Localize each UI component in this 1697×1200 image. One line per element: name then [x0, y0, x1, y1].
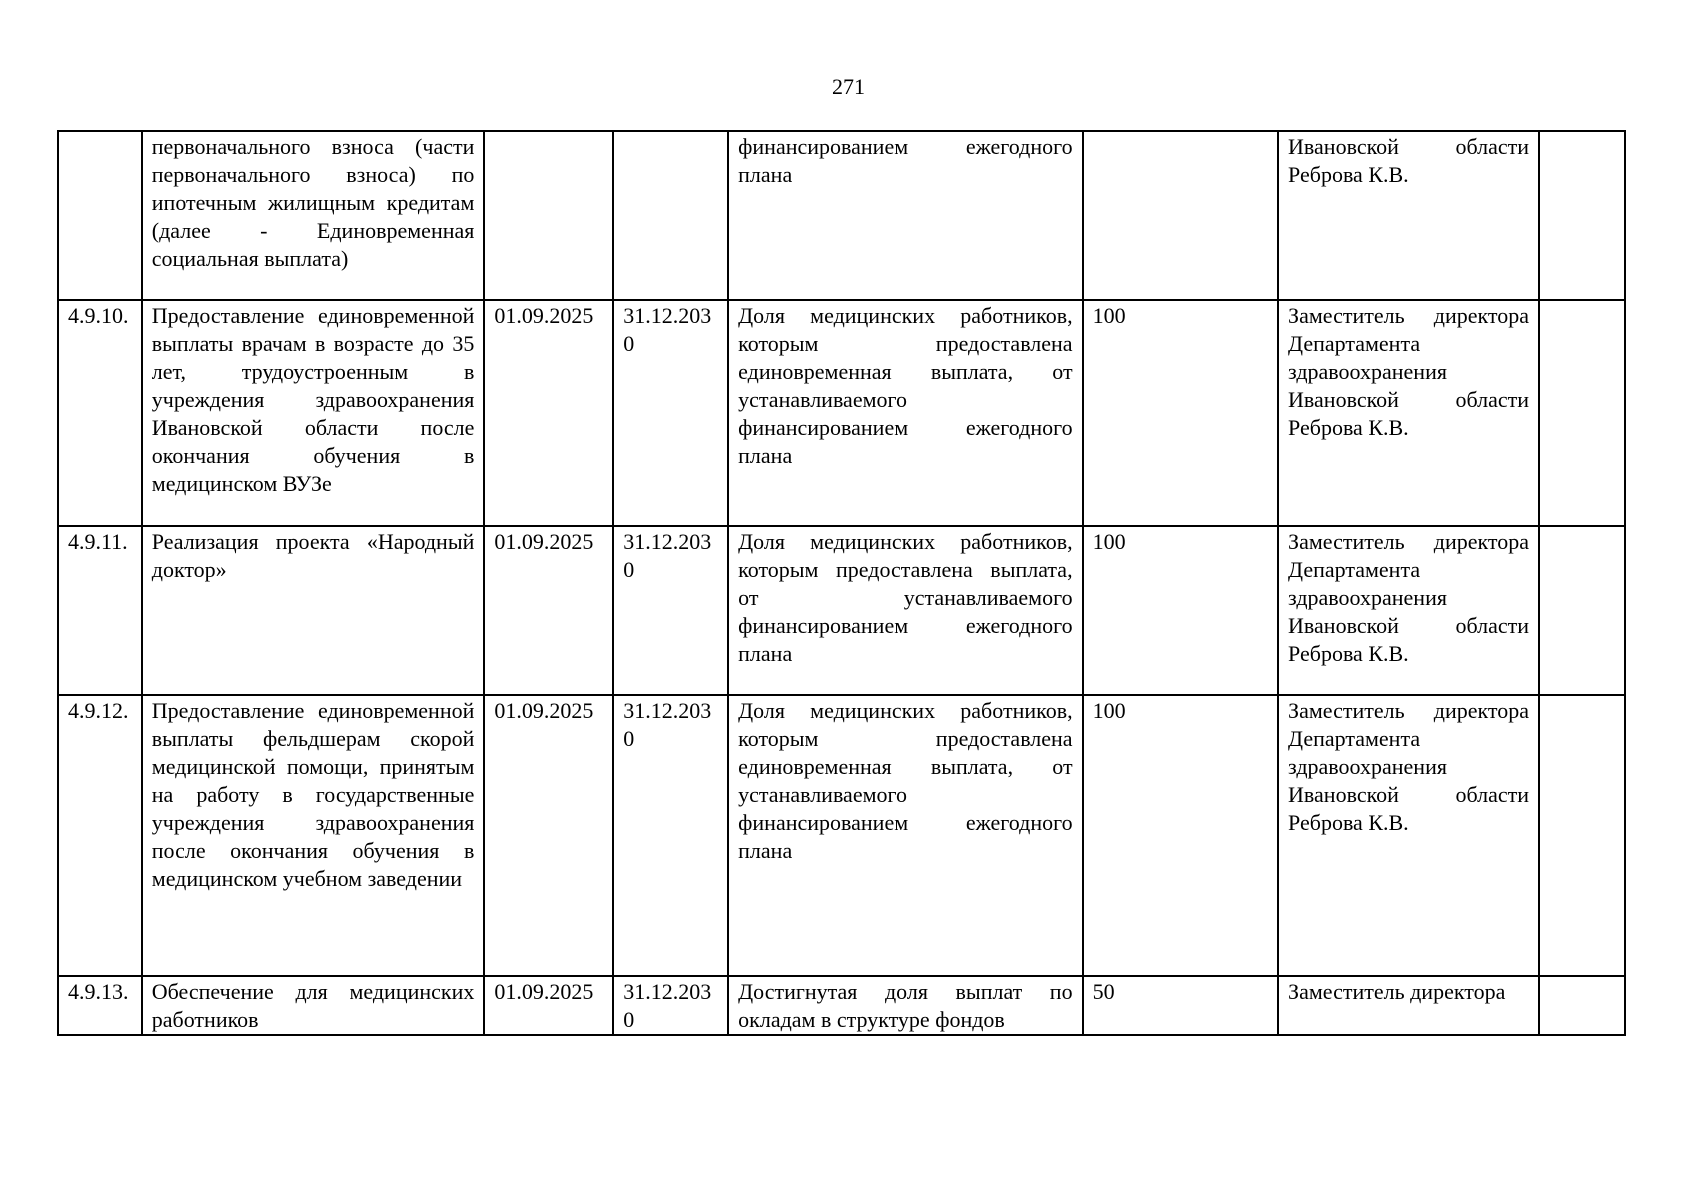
table-row: [58, 695, 1625, 976]
start-date-cell: [484, 131, 613, 300]
responsible-cell: Ивановской области Реброва К.В.: [1278, 131, 1539, 300]
row-number-cell: 4.9.10.: [58, 300, 142, 526]
value-cell: 100: [1083, 526, 1278, 695]
event-cell: Реализация проекта «Народный доктор»: [142, 526, 485, 695]
event-cell: первоначального взноса (части первоначального взноса) по ипотечным жилищным кредитам (далее - Единовременная социальная выплата): [142, 131, 485, 300]
indicator-cell: Доля медицинских работников, которым предоставлена единовременная выплата, от устанавливаемого финансированием ежегодного плана: [728, 300, 1082, 526]
note-cell: [1539, 131, 1625, 300]
indicator-cell: финансированием ежегодного плана: [728, 131, 1082, 300]
responsible-cell: Заместитель директора Департамента здравоохранения Ивановской области Реброва К.В.: [1278, 300, 1539, 526]
table-row: [58, 300, 1625, 526]
note-cell: [1539, 976, 1625, 1035]
end-date-cell: 31.12.2030: [613, 526, 728, 695]
end-date-cell: [613, 131, 728, 300]
row-number-cell: 4.9.12.: [58, 695, 142, 976]
row-number-cell: 4.9.13.: [58, 976, 142, 1035]
page-number: 271: [832, 74, 865, 99]
value-cell: 100: [1083, 300, 1278, 526]
indicator-cell: Доля медицинских работников, которым предоставлена единовременная выплата, от устанавливаемого финансированием ежегодного плана: [728, 695, 1082, 976]
end-date-cell: 31.12.2030: [613, 976, 728, 1035]
event-cell: Предоставление единовременной выплаты врачам в возрасте до 35 лет, трудоустроенным в учреждения здравоохранения Ивановской области после окончания обучения в медицинском ВУЗе: [142, 300, 485, 526]
value-cell: 50: [1083, 976, 1278, 1035]
responsible-cell: Заместитель директора Департамента здравоохранения Ивановской области Реброва К.В.: [1278, 526, 1539, 695]
start-date-cell: 01.09.2025: [484, 300, 613, 526]
indicator-cell: Достигнутая доля выплат по окладам в структуре фондов: [728, 976, 1082, 1035]
start-date-cell: 01.09.2025: [484, 976, 613, 1035]
end-date-cell: 31.12.2030: [613, 300, 728, 526]
table-row: [58, 131, 1625, 300]
row-number-cell: 4.9.11.: [58, 526, 142, 695]
value-cell: [1083, 131, 1278, 300]
table-row: [58, 976, 1625, 1035]
responsible-cell: Заместитель директора: [1278, 976, 1539, 1035]
note-cell: [1539, 300, 1625, 526]
event-cell: Предоставление единовременной выплаты фельдшерам скорой медицинской помощи, принятым на работу в государственные учреждения здравоохранения после окончания обучения в медицинском учебном заведении: [142, 695, 485, 976]
responsible-cell: Заместитель директора Департамента здравоохранения Ивановской области Реброва К.В.: [1278, 695, 1539, 976]
start-date-cell: 01.09.2025: [484, 526, 613, 695]
start-date-cell: 01.09.2025: [484, 695, 613, 976]
value-cell: 100: [1083, 695, 1278, 976]
event-cell: Обеспечение для медицинских работников: [142, 976, 485, 1035]
row-number-cell: [58, 131, 142, 300]
indicator-cell: Доля медицинских работников, которым предоставлена выплата, от устанавливаемого финансированием ежегодного плана: [728, 526, 1082, 695]
table-row: [58, 526, 1625, 695]
end-date-cell: 31.12.2030: [613, 695, 728, 976]
measures-table: [57, 130, 1626, 1036]
note-cell: [1539, 526, 1625, 695]
note-cell: [1539, 695, 1625, 976]
